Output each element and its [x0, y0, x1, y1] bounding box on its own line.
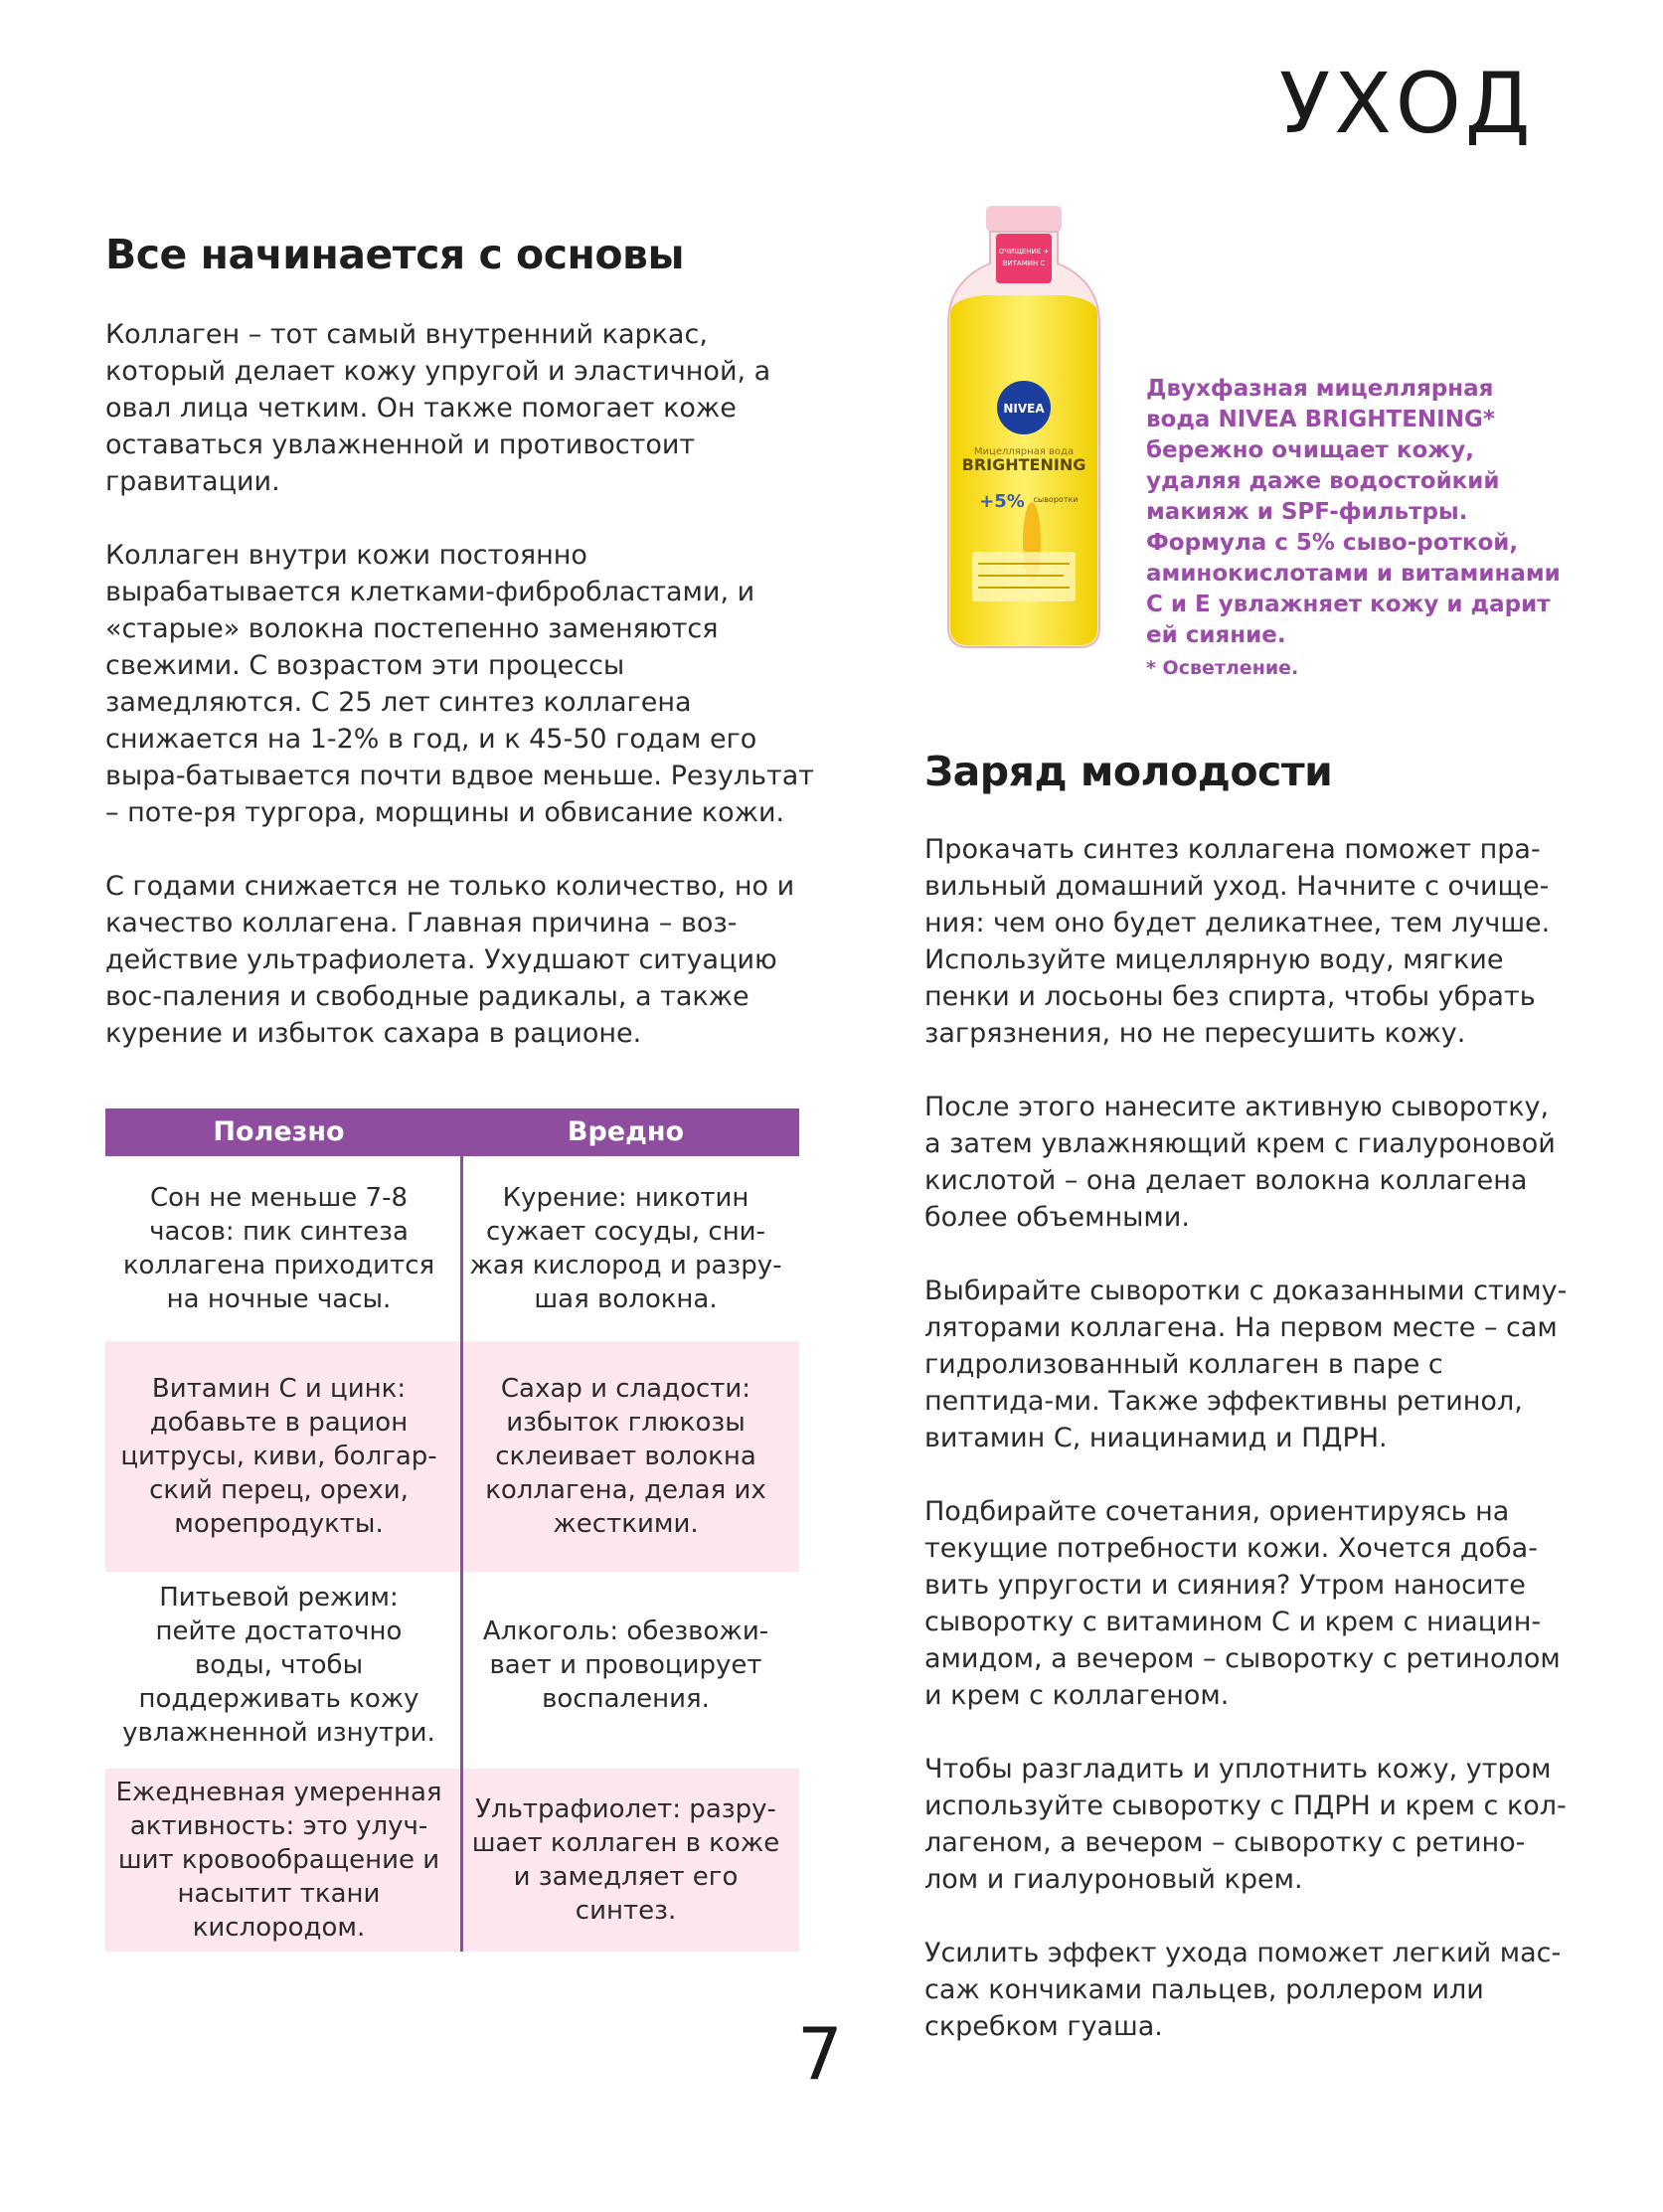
svg-text:NIVEA: NIVEA [1003, 402, 1045, 416]
right-paragraph-1: Прокачать синтез коллагена поможет пра-вильный домашний уход. Начните с очище-ния: чем оно будет деликатнее, тем лучше. Используйте мицеллярную воду, мягкие пенки и лосьоны без спирта, чтобы убрать загрязнения, но не пересушить кожу. [924, 834, 1551, 1049]
cell-good: Питьевой режим: пейте достаточно воды, чтобы поддерживать кожу увлажненной изнутри. [122, 1583, 435, 1748]
left-text [105, 316, 821, 1052]
svg-text:ОЧИЩЕНИЕ +: ОЧИЩЕНИЕ + [998, 248, 1050, 255]
svg-text:ВИТАМИН С: ВИТАМИН С [1002, 259, 1046, 267]
left-heading: Все начинается с основы [105, 231, 685, 278]
right-heading: Заряд молодости [924, 748, 1333, 795]
svg-text:Мицеллярная вода: Мицеллярная вода [973, 446, 1075, 457]
cell-bad: Ультрафиолет: разру-шает коллаген в коже и замедляет его синтез. [471, 1794, 780, 1926]
right-paragraph-2: После этого нанесите активную сыворотку, а затем увлажняющий крем с гиалуроновой кислотой – она делает волокна коллагена более объемными. [924, 1092, 1556, 1233]
cell-bad: Курение: никотин сужает сосуды, сни-жая кислород и разру-шая волокна. [469, 1183, 782, 1314]
cell-good: Витамин С и цинк: добавьте в рацион цитрусы, киви, болгар-ский перец, орехи, морепродукты. [120, 1374, 437, 1539]
cell-good: Ежедневная умеренная активность: это улуч-шит кровообращение и насытит ткани кислородом. [115, 1778, 442, 1943]
cell-good: Сон не меньше 7-8 часов: пик синтеза коллагена приходится на ночные часы. [122, 1183, 435, 1314]
product-caption [1146, 374, 1564, 684]
left-paragraph-2: Коллаген внутри кожи постоянно вырабатывается клетками-фибробластами, и «старые» волокна постепенно заменяются свежими. С возрастом эти процессы замедляются. С 25 лет синтез коллагена снижается на 1-2% в год, и к 45-50 годам его выра-батывается почти вдвое меньше. Результат – поте-ря тургора, морщины и обвисание кожи. [105, 540, 814, 828]
left-paragraph-3: С годами снижается не только количество, но и качество коллагена. Главная причина – воз-действие ультрафиолета. Ухудшают ситуацию вос-паления и свободные радикалы, а также курение и избыток сахара в рационе. [105, 871, 795, 1049]
svg-text:+5%: +5% [979, 491, 1025, 512]
cell-bad: Алкоголь: обезвожи-вает и провоцирует воспаления. [482, 1616, 769, 1714]
left-paragraph-1: Коллаген – тот самый внутренний каркас, который делает кожу упругой и эластичной, а овал лица четким. Он также помогает коже оставаться увлажненной и противостоит гравитации. [105, 319, 771, 497]
section-title: УХОД [1279, 55, 1535, 152]
table-header [105, 1108, 799, 1156]
table-divider [460, 1156, 463, 1952]
table-row [105, 1341, 799, 1572]
product-caption-text: Двухфазная мицеллярная вода NIVEA BRIGHTENING* бережно очищает кожу, удаляя даже водостойкий макияж и SPF-фильтры. Формула с 5% сыво-роткой, аминокислотами и витаминами С и Е увлажняет кожу и дарит ей сияние. [1146, 376, 1561, 648]
right-paragraph-3: Выбирайте сыворотки с доказанными стиму-ляторами коллагена. На первом месте – сам гидролизованный коллаген в паре с пептида-ми. Также эффективны ретинол, витамин С, ниацинамид и ПДРН. [924, 1276, 1568, 1453]
table-row [105, 1572, 799, 1759]
header-bad: Вредно [567, 1116, 685, 1147]
good-bad-table [105, 1108, 799, 1952]
svg-text:сыворотки: сыворотки [1033, 495, 1079, 504]
right-text [924, 831, 1571, 2045]
right-paragraph-6: Усилить эффект ухода поможет легкий мас-саж кончиками пальцев, роллером или скребком гуаша. [924, 1938, 1562, 2042]
table-row [105, 1156, 799, 1341]
cell-bad: Сахар и сладости: избыток глюкозы склеивает волокна коллагена, делая их жесткими. [485, 1374, 766, 1539]
product-bottle-image [924, 204, 1123, 651]
product-footnote: * Осветление. [1146, 657, 1299, 679]
right-paragraph-4: Подбирайте сочетания, ориентируясь на текущие потребности кожи. Хочется доба-вить упругости и сияния? Утром наносите сыворотку с витамином С и крем с ниацин-амидом, а вечером – сыворотку с ретинолом и крем с коллагеном. [924, 1496, 1561, 1711]
right-paragraph-5: Чтобы разгладить и уплотнить кожу, утром используйте сыворотку с ПДРН и крем с кол-лагеном, а вечером – сыворотку с ретино-лом и гиалуроновый крем. [924, 1754, 1567, 1895]
page-number: 7 [797, 2012, 843, 2096]
svg-text:BRIGHTENING: BRIGHTENING [961, 455, 1086, 474]
header-good: Полезно [213, 1116, 345, 1147]
table-row [105, 1769, 799, 1952]
